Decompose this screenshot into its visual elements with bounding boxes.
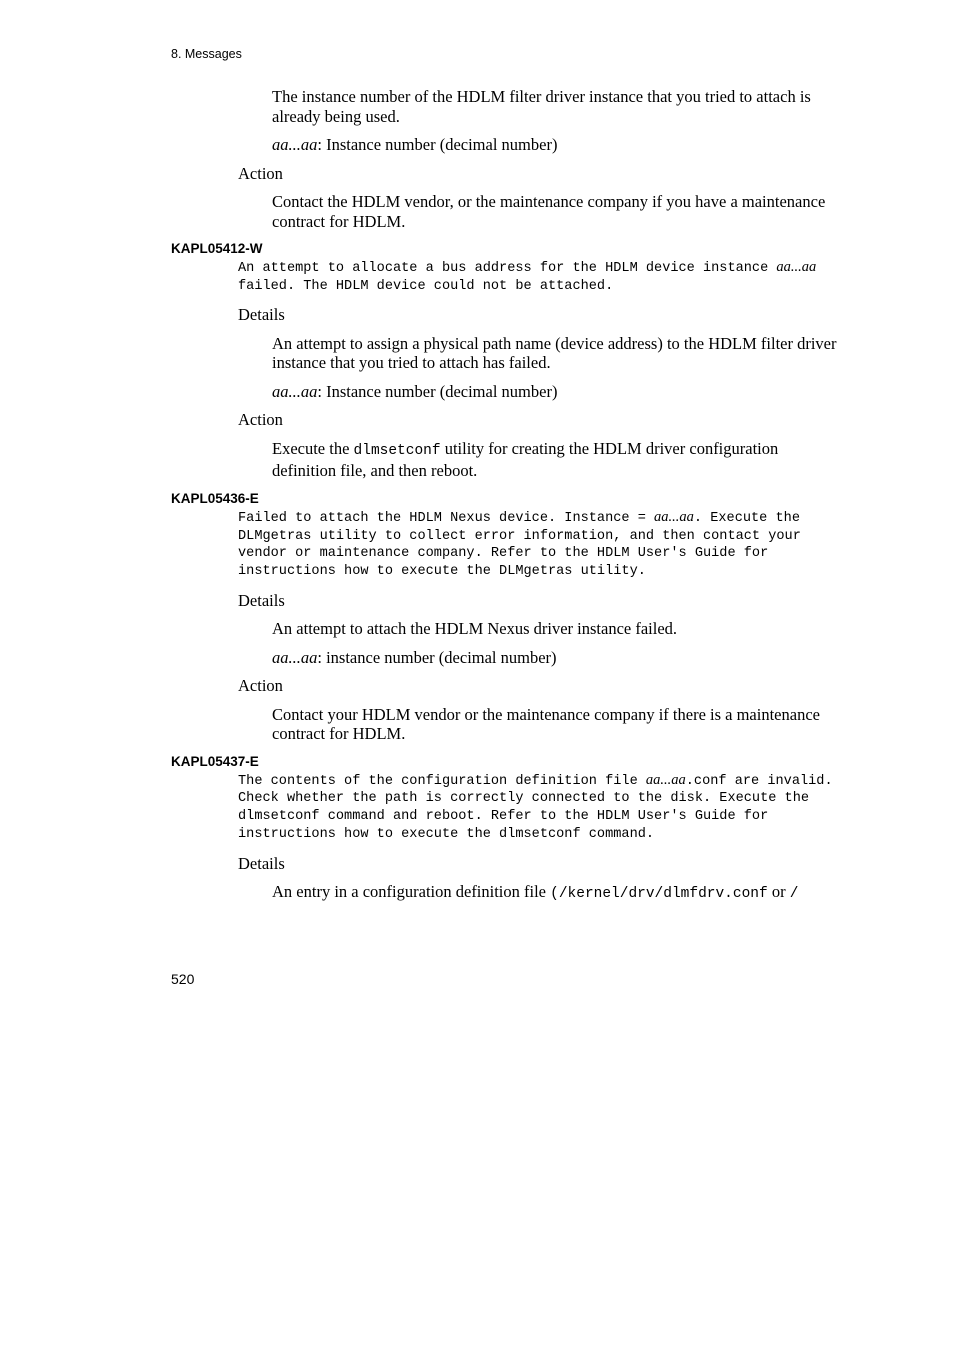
details-text: An attempt to assign a physical path name (device address) to the HDLM filter driver instance that you tried to attach has failed. xyxy=(272,333,837,373)
variable-description xyxy=(272,135,843,155)
action-text: Contact the HDLM vendor, or the maintenance company if you have a maintenance contract for HDLM. xyxy=(272,192,826,231)
action-text xyxy=(272,439,843,481)
details-text: An attempt to attach the HDLM Nexus driver instance failed. xyxy=(272,619,678,639)
details-text xyxy=(272,882,843,905)
action-text-part: utility for creating the HDLM driver configuration definition file, and then reboot. xyxy=(272,438,779,481)
message-text-part: The contents of the configuration definition file xyxy=(238,773,646,789)
details-label: Details xyxy=(238,305,285,325)
message-text xyxy=(238,772,843,844)
file-path: (/kernel/drv/dlmfdrv.conf xyxy=(550,886,768,903)
variable-name: aa...aa xyxy=(272,647,318,667)
file-path: / xyxy=(789,886,799,903)
running-header: 8. Messages xyxy=(171,47,242,61)
page-number: 520 xyxy=(171,971,195,987)
message-text-part: . Execute the DLMgetras utility to collect error information, and then contact your vendor or maintenance company. Refer to the HDLM User's Guide for instructions how to execute the DLMgetras utility. xyxy=(238,510,810,580)
message-text-part: .conf are invalid. Check whether the path is correctly connected to the disk. Execute the dlmsetconf command and reboot. Refer to the HDLM User's Guide for instructions how to execute the dlmsetconf command. xyxy=(238,773,841,842)
message-id: KAPL05437-E xyxy=(171,753,259,769)
message-variable: aa...aa xyxy=(776,259,817,275)
details-text-part: An entry in a configuration definition file xyxy=(272,882,551,902)
message-text-part: failed. The HDLM device could not be attached. xyxy=(238,261,825,294)
message-text-part: An attempt to allocate a bus address for the HDLM device instance xyxy=(238,261,777,276)
message-text xyxy=(238,259,843,295)
message-id: KAPL05436-E xyxy=(171,490,259,506)
action-label: Action xyxy=(238,410,283,430)
variable-name: aa...aa xyxy=(272,381,318,401)
message-id: KAPL05412-W xyxy=(171,241,263,256)
message-variable: aa...aa xyxy=(654,508,694,525)
variable-description xyxy=(272,648,843,668)
action-label: Action xyxy=(238,676,283,696)
action-label: Action xyxy=(238,163,283,183)
details-text: The instance number of the HDLM filter driver instance that you tried to attach is already being used. xyxy=(272,87,811,126)
variable-meaning: : instance number (decimal number) xyxy=(317,647,557,667)
message-text-part: Failed to attach the HDLM Nexus device. Instance = xyxy=(238,510,655,526)
variable-description xyxy=(272,382,843,402)
variable-name: aa...aa xyxy=(272,135,318,154)
details-text-part: or xyxy=(767,882,790,902)
message-text xyxy=(238,509,843,581)
action-text: Contact your HDLM vendor or the maintenance company if there is a maintenance contract for HDLM. xyxy=(272,704,820,744)
variable-meaning: : Instance number (decimal number) xyxy=(317,381,558,401)
utility-name: dlmsetconf xyxy=(353,442,441,459)
message-variable: aa...aa xyxy=(645,771,686,788)
details-label: Details xyxy=(238,590,285,610)
page-body xyxy=(171,87,843,914)
details-label: Details xyxy=(238,853,285,873)
variable-meaning: : Instance number (decimal number) xyxy=(317,135,558,154)
action-text-part: Execute the xyxy=(272,438,354,458)
